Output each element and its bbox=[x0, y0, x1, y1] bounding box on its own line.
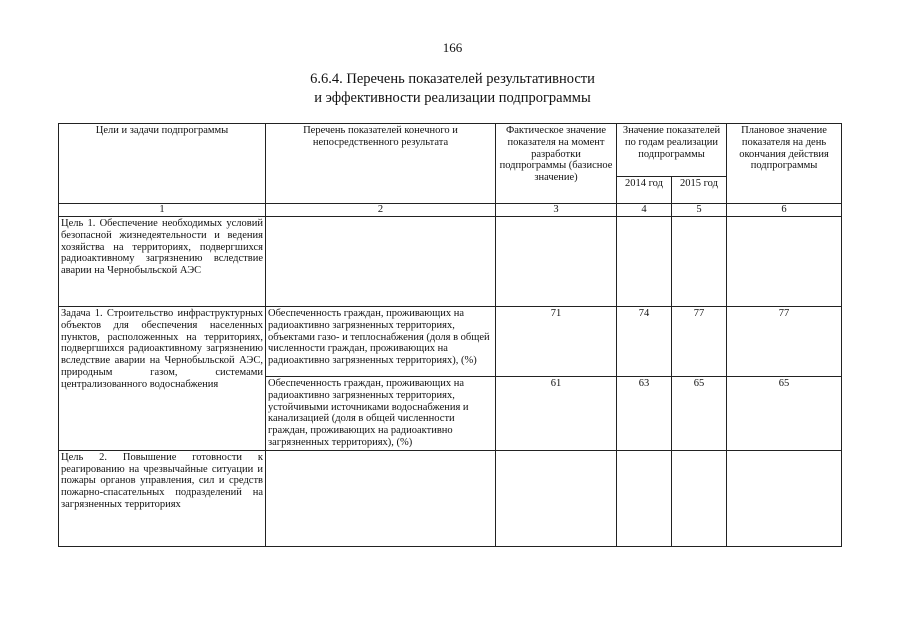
value-2014: 74 bbox=[617, 307, 672, 377]
indicator-water-supply: Обеспеченность граждан, проживающих на радиоактивно загрязненных территориях, устойчивыми источниками водоснабжения и канализацией (доля в общей численности граждан, проживающих на радиоактивно загрязненных территориях), (%) bbox=[266, 377, 496, 451]
goal-2-cell: Цель 2. Повышение готовности к реагированию на чрезвычайные ситуации и пожары органов управления, сил и средств пожарно-спасательных подразделений на загрязненных территориях bbox=[59, 450, 266, 546]
column-numbers-row bbox=[59, 204, 842, 217]
indicator-gas-supply: Обеспеченность граждан, проживающих на радиоактивно загрязненных территориях, объектами газо- и теплоснабжения (доля в общей численности граждан, проживающих на радиоактивно загрязненных территориях), (%) bbox=[266, 307, 496, 377]
task-1-cell: Задача 1. Строительство инфраструктурных объектов для обеспечения населенных пунктов, расположенных на территориях, подвергшихся радиоактивному загрязнению вследствие аварии на Чернобыльской АЭС, природным газом, системами централизованного водоснабжения bbox=[59, 307, 266, 451]
goal-1-cell: Цель 1. Обеспечение необходимых условий безопасной жизнедеятельности и ведения хозяйства на территориях, подвергшихся радиоактивному загрязнению вследствие аварии на Чернобыльской АЭС bbox=[59, 217, 266, 307]
header-baseline: Фактическое значение показателя на момент разработки подпрограммы (базисное значение) bbox=[496, 124, 617, 204]
value-2015: 77 bbox=[672, 307, 727, 377]
baseline-value: 71 bbox=[496, 307, 617, 377]
planned-value: 77 bbox=[727, 307, 842, 377]
title-line-1: 6.6.4. Перечень показателей результативности bbox=[310, 71, 595, 87]
table-row-goal-1 bbox=[59, 217, 842, 307]
page-title bbox=[0, 70, 905, 108]
header-planned: Плановое значение показателя на день окончания действия подпрограммы bbox=[727, 124, 842, 204]
value-2014: 63 bbox=[617, 377, 672, 451]
page-number: 166 bbox=[442, 40, 463, 55]
column-number: 1 bbox=[59, 204, 266, 217]
column-number: 3 bbox=[496, 204, 617, 217]
header-indicators: Перечень показателей конечного и непосредственного результата bbox=[266, 124, 496, 204]
column-number: 4 bbox=[617, 204, 672, 217]
column-number: 6 bbox=[727, 204, 842, 217]
header-yearly-group: Значение показателей по годам реализации подпрограммы bbox=[617, 124, 727, 177]
title-line-2: и эффективности реализации подпрограммы bbox=[314, 90, 591, 106]
header-year-2014: 2014 год bbox=[617, 177, 672, 204]
table-row-goal-2 bbox=[59, 450, 842, 546]
column-number: 2 bbox=[266, 204, 496, 217]
baseline-value: 61 bbox=[496, 377, 617, 451]
value-2015: 65 bbox=[672, 377, 727, 451]
header-goals: Цели и задачи подпрограммы bbox=[59, 124, 266, 204]
planned-value: 65 bbox=[727, 377, 842, 451]
header-year-2015: 2015 год bbox=[672, 177, 727, 204]
column-number: 5 bbox=[672, 204, 727, 217]
indicators-table bbox=[58, 123, 842, 547]
table-row-task-1 bbox=[59, 307, 842, 377]
table-header-row bbox=[59, 124, 842, 177]
